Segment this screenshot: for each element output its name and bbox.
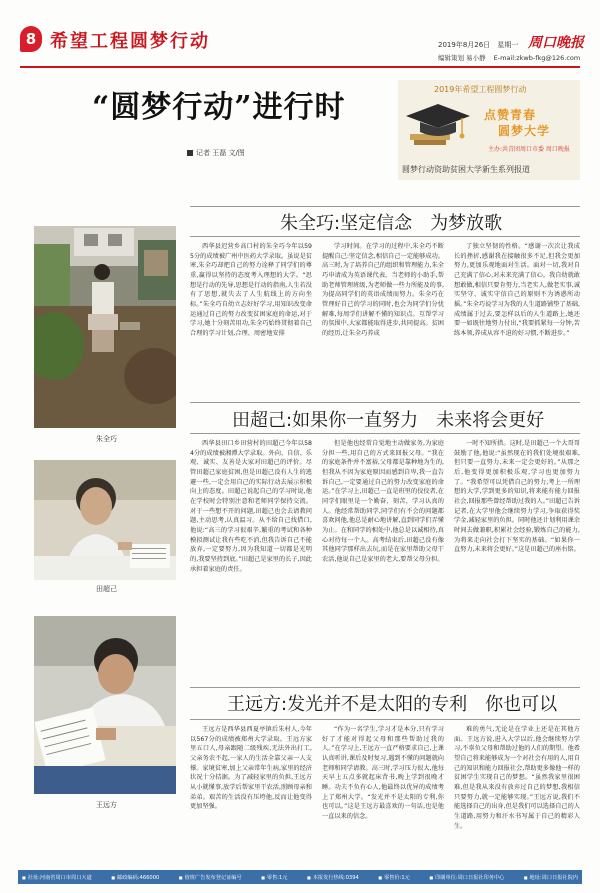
main-headline: “圆梦行动”进行时	[92, 90, 346, 125]
email-text: E-mail:zkwb-fkg@126.com	[493, 54, 581, 62]
photo-student-1	[34, 226, 176, 428]
footer-item: ■ 社址:河南省周口市周口大道	[22, 874, 92, 881]
promo-top-line: 2019年希望工程圆梦行动	[434, 85, 527, 94]
photo-caption-1: 朱全巧	[96, 435, 117, 443]
footer-item: ■ 地址:周口日报社院内	[524, 874, 578, 881]
story3-bottom-rule	[190, 719, 580, 720]
promo-subtitle: 圆梦行动资助贫困大学新生系列报道	[402, 165, 530, 174]
footer-item: ■ 印刷单位:周口日报社印务中心	[429, 874, 504, 881]
story1-bottom-rule	[190, 236, 580, 237]
photo-student-3	[34, 616, 176, 794]
graduation-cap-icon	[402, 94, 474, 158]
story1-column-1: 西华县迟营乡高口村的朱全巧今年以595分的成绩被广州中医药大学录取。虽说是贫寒,朱全巧却把自己的努力诠释了同学们的尊重,赢得以坚持的态度考入理想的大学。“思想是行动的先导,思想是行动的指南,人生若没有了思想,就失去了人生航线上的方向坐标。”朱全巧自幼立志好好学习,用知识改变命运通过自己的努力改变贫困家庭的命运,对于学习,她十分刻苦用功,朱全巧始终贯彻着自己合理的学习计划,合理、周密地安排	[190, 243, 312, 338]
footer-bar	[18, 870, 582, 884]
footer-item: ■ 邮政编码:466000	[111, 874, 159, 881]
story3-column-2: “作为一名学生,学习才是本分,只有学习好了才能对得起父母和那些帮助过我的人。”在学习上,王远方一直严格要求自己,上课认真听讲,课后及时复习,遇到不懂的问题就向老师和同学请教。高三时,学习压力很大,他每天早上五点多就起床背书,晚上学到很晚才睡。功夫不负有心人,他最终以优异的成绩考上了郑州大学。“发光并不是太阳的专利,你也可以。”这是王远方最喜欢的一句话,也是他一直以来的信念。	[322, 726, 444, 821]
byline-square-icon	[187, 150, 193, 156]
editor-text: 编辑策划 易小静	[438, 54, 486, 62]
footer-item: ■ 零售:1元	[261, 874, 287, 881]
byline	[187, 148, 245, 158]
story2-column-2: 但是他也经常自觉地主动做家务,为家庭分担一些,用自己的方式来回报父母。“我在的家庭条件并不富裕,父母都是靠种地为生的,但我从不因为家庭原因而感到自卑,我一直告诉自己,一定要通过自己的努力改变家庭的命运。”在学习上,田超己一直是班里的佼佼者,在同学们眼里是一个勤奋、刻苦、学习认真的人。他经常帮助同学,同学们有不会的问题都喜欢问他,他总是耐心地讲解,直到同学们弄懂为止。在和同学的相处中,他总是以诚相待,真心对待每一个人。高考结束后,田超己没有像其他同学那样出去玩,而是在家里帮助父母干农活,他说自己是家里的老大,要帮父母分担。	[322, 440, 444, 564]
story2-column-3: 一时不知所措。这时,是田超己一个大哥哥鼓励了他,他说:“虽然现在的我们处境很艰难,但只要一直努力,未来一定会更好的。”从那之后,他变得更加积极乐观,学习也更加努力了。“我希望可以凭借自己的努力,考上一所理想的大学,学到更多的知识,将来能有能力回报社会,回报那些曾经帮助过我的人。”田超己告诉记者,在大学里他会继续努力学习,争取获得奖学金,减轻家里的负担。同时他还计划利用课余时间去做兼职,积累社会经验,锻炼自己的能力,为将来走向社会打下坚实的基础。“如果你一直努力,未来将会更好。”这是田超己的座右铭。	[454, 440, 580, 554]
campaign-promo-box	[398, 80, 580, 180]
story1-column-3: 了独立坚韧的性格。“感谢一次次让我成长的挫折,感谢我在接触很多不足,但我会更加努力,更加乐观地面对生活。面对一切,我对自己充满了信心,对未来充满了信心。我自幼就敢想敢做,相信只要肯努力,当老实人,做老实事,诚实坚守、诚实守信自己的原则不为诱惑所动摇。”朱全巧说学习为我的人生道路铺垫了基础,成绩属于过去,要怎样以后的人生道路上,她还要一如既往地努力付出,“我要抓紧每一分钟,苦练本领,养成从容不迫的好习惯,不断进步。”	[454, 243, 580, 338]
footer-item: ■ 本报发行热线:0394	[307, 874, 359, 881]
promo-slogan-2: 圆梦大学	[498, 124, 551, 138]
footer-item: ■ 零售价:1元	[378, 874, 410, 881]
header-divider	[20, 66, 580, 68]
footer-item: ■ 值班广告发布登记证编号	[179, 874, 242, 881]
page-header	[0, 0, 600, 68]
story3-column-1: 王远方是西华县西夏亭镇后朱村人,今年以567分的成绩被郑州大学录取。王远方家里五口人,母亲跟随二级残疾,无法外出打工,父亲务农不起,一家人的生活全靠父亲一人支撑。家境贫寒,加上父亲常年生病,家里的经济状况十分拮据。为了减轻家里的负担,王远方从小就懂事,放学后帮家里干农活,照顾母亲和弟弟。艰苦的生活没有压垮他,反而让他变得更加坚强。	[190, 726, 312, 811]
story3-title: 王远方:发光并不是太阳的专利 你也可以	[227, 694, 558, 715]
photo-caption-3: 王远方	[96, 801, 117, 809]
weekday-text: 星期一	[497, 41, 519, 49]
study-photo-image	[34, 616, 176, 794]
promo-slogan-1: 点赞青春	[484, 108, 537, 122]
promo-host: 主办:共青团周口市委 周口晚报	[488, 146, 570, 153]
story1-column-2: 学习时间。在学习的过程中,朱全巧不断提醒自己:坚定信念,相信自己一定能够成功。高三时,为了培养自己的组织和管理能力,朱全巧申请成为英语课代表。当老师的小助手,帮助老师管理班级,为老师做一些力所能及的事,为提高同学们的英语成绩而努力。朱全巧在管理好自己的学习的同时,也会为同学们分忧解难,每周学们讲解不懂的知识点。互帮学习的氛围中,大家都能取得进步,共同提高。贫困的经历,让朱全巧养成	[322, 243, 444, 338]
byline-text: 记者 王磊 文/图	[196, 149, 245, 157]
story1-top-rule	[190, 206, 580, 207]
story1-title: 朱全巧:坚定信念 为梦放歌	[280, 213, 503, 234]
story2-top-rule	[190, 402, 580, 403]
section-title: 希望工程圆梦行动	[50, 31, 210, 52]
date-text: 2019年8月26日	[438, 41, 491, 49]
page-number-badge: 8	[20, 26, 42, 52]
photo-caption-2: 田超己	[96, 585, 117, 593]
story2-column-1: 西华县田口乡田营村的田超己今年以584分的成绩被湘潭大学录取。外向、自信、乐观、诚实、友善是大家对田超己的评价。尽管田超己家庭贫困,但是田超己没有人生的逃避一些,一定会用自己的实际行动去展示积极向上的态度。田超己说起自己的学习时说,他在学校时会特别注意和老师同学保持交流。对于一些想不开的问题,田超己也会去请教问题,主动思考,认真温习。从不给自己找借口,他说:“高三的学习很艰辛,繁重的考试和各种模拟测试让我有些吃不消,但我告诉自己不能放弃,一定要努力,因为我知道一切都是光明的,我要坚持到底。”田超己是家里的长子,因此承担着家庭的责任。	[190, 440, 312, 573]
story3-top-rule	[190, 687, 580, 688]
story2-title: 田超己:如果你一直努力 未来将会更好	[232, 410, 545, 431]
editor-line	[438, 53, 586, 62]
portrait-photo-image	[34, 460, 176, 580]
story2-bottom-rule	[190, 433, 580, 434]
story3-column-3: 难的勇气,无论是在学业上还是在其他方面。王远方说,进入大学以后,他会继续努力学习,不辜负父母和帮助过他的人们的期望。他希望自己将来能够成为一个对社会有用的人,用自己的知识和能力回报社会,帮助更多像他一样的贫困学生实现自己的梦想。“虽然我家里很困难,但是我从来没有放弃过自己的梦想,我相信只要努力,就一定能够实现。”王远方说,我们不能选择自己的出身,但是我们可以选择自己的人生道路,用努力和汗水书写属于自己的精彩人生。	[454, 726, 580, 830]
issue-date	[438, 40, 523, 50]
photo-student-2	[34, 460, 176, 580]
courtyard-photo-image	[34, 226, 176, 428]
newspaper-logo: 周口晚报	[528, 35, 584, 51]
